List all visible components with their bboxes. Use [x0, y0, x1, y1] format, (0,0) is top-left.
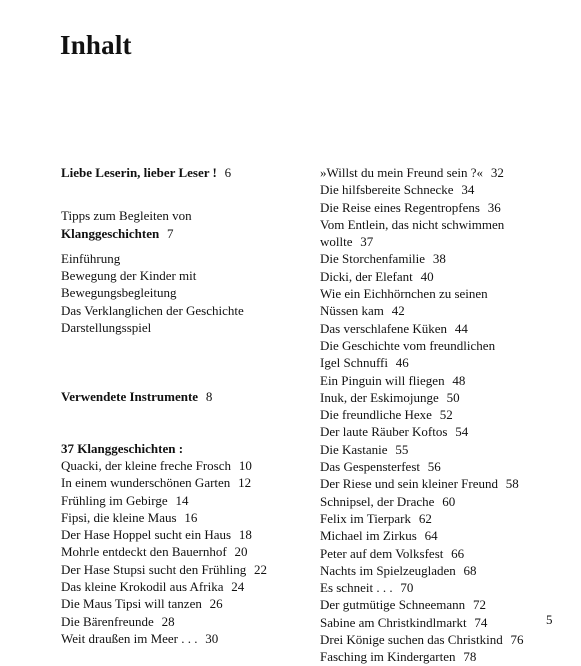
toc-entry [61, 578, 301, 595]
toc-entry [320, 372, 565, 389]
toc-entry-title: Die Maus Tipsi will tanzen [61, 596, 202, 612]
toc-entry-page: 66 [451, 545, 465, 561]
toc-entry-page: 14 [175, 492, 189, 508]
toc-entry-title: Der Hase Hoppel sucht ein Haus [61, 527, 232, 543]
toc-entry [320, 320, 565, 337]
toc-entry-tips [61, 225, 301, 242]
toc-entry [61, 595, 301, 612]
toc-entry-page: 56 [427, 459, 441, 475]
toc-entry-title: Sabine am Christkindlmarkt [320, 614, 467, 630]
toc-entry-title: Weit draußen im Meer . . . [61, 630, 198, 646]
toc-entry-page: 28 [161, 613, 175, 629]
toc-entry [320, 233, 565, 250]
toc-entry [320, 545, 565, 562]
toc-entry-title: Der laute Räuber Koftos [320, 424, 448, 440]
page-number: 5 [546, 612, 553, 627]
toc-entry [320, 631, 565, 648]
toc-entry [61, 543, 301, 560]
toc-entry-title: »Willst du mein Freund sein ?« [320, 165, 484, 180]
toc-right-column [320, 164, 565, 666]
toc-entry [320, 648, 565, 665]
toc-entry-title: Die Bärenfreunde [61, 613, 154, 629]
toc-entry-page: 52 [439, 407, 453, 423]
toc-subitem: Einführung [61, 250, 121, 266]
toc-entry-page: 60 [442, 493, 456, 509]
toc-entry [320, 493, 565, 510]
toc-entry-title: Der gutmütige Schneemann [320, 597, 466, 613]
toc-stories-heading: 37 Klanggeschichten : [61, 440, 184, 456]
page-title: Inhalt [60, 30, 132, 60]
toc-entry-title: Inuk, der Eskimojunge [320, 389, 439, 405]
toc-entry-title: Vom Entlein, das nicht schwimmen [320, 216, 505, 232]
toc-entry-page: 10 [238, 457, 252, 473]
toc-entry-page: 74 [474, 614, 488, 630]
toc-entry-page: 42 [391, 303, 405, 319]
toc-entry-title: Nachts im Spielzeugladen [320, 562, 456, 578]
toc-entry-page: 62 [418, 510, 432, 526]
toc-entry [61, 613, 301, 630]
toc-entry-title: Frühling im Gebirge [61, 492, 168, 508]
toc-entry [320, 423, 565, 440]
toc-entry-page: 18 [238, 527, 252, 543]
toc-entry [320, 475, 565, 492]
toc-entry-page: 78 [463, 649, 477, 665]
toc-subitem: Bewegungsbegleitung [61, 285, 177, 301]
toc-entry [320, 389, 565, 406]
toc-entry-title: Felix im Tierpark [320, 510, 412, 526]
toc-entry-page: 54 [455, 424, 469, 440]
toc-entry-page: 26 [209, 596, 223, 612]
toc-tips-subitems [61, 250, 301, 336]
toc-subitem: Das Verklanglichen der Geschichte [61, 302, 244, 318]
toc-stories-list [61, 457, 301, 647]
toc-entry-page: 30 [205, 630, 219, 646]
toc-entry [320, 302, 565, 319]
toc-entry [61, 561, 301, 578]
toc-entry-page: 12 [238, 475, 252, 491]
toc-entry [320, 596, 565, 613]
toc-entry [320, 406, 565, 423]
toc-entry [61, 457, 301, 474]
toc-entry-title: Michael im Zirkus [320, 528, 417, 544]
toc-entry-page: 22 [254, 561, 268, 577]
toc-tips-line1: Tipps zum Begleiten von [61, 208, 192, 224]
toc-entry-title: Klanggeschichten [61, 225, 160, 241]
toc-entry-title: Das kleine Krokodil aus Afrika [61, 579, 224, 595]
toc-entry [61, 474, 301, 491]
toc-entry-page: 20 [234, 544, 248, 560]
toc-entry-title: Drei Könige suchen das Christkind [320, 632, 503, 648]
toc-entry [320, 614, 565, 631]
toc-entry-page: 6 [224, 165, 232, 180]
toc-entry-title: Peter auf dem Volksfest [320, 545, 444, 561]
toc-entry-title: In einem wunderschönen Garten [61, 475, 231, 491]
toc-entry-title: Ein Pinguin will fliegen [320, 372, 445, 388]
toc-entry-title: Quacki, der kleine freche Frosch [61, 457, 232, 473]
toc-entry-title: Fipsi, die kleine Maus [61, 509, 177, 525]
toc-entry-page: 34 [461, 182, 475, 198]
toc-left-column [61, 164, 301, 647]
toc-entry-title: Der Hase Stupsi sucht den Frühling [61, 561, 247, 577]
toc-entry-title: Der Riese und sein kleiner Freund [320, 476, 498, 492]
toc-entry [320, 458, 565, 475]
toc-entry-page: 7 [167, 225, 174, 241]
toc-entry [61, 509, 301, 526]
toc-entry [320, 527, 565, 544]
toc-entry [320, 199, 565, 216]
toc-entry-page: 46 [395, 355, 409, 371]
toc-entry-page: 76 [510, 632, 524, 648]
toc-entry-page: 40 [420, 268, 434, 284]
toc-entry [320, 285, 565, 302]
toc-entry-page: 68 [463, 562, 477, 578]
toc-entry [61, 630, 301, 647]
toc-entry-title: Die Reise eines Regentropfens [320, 199, 480, 215]
toc-entry-title: Verwendete Instrumente [61, 389, 199, 405]
toc-entry-title: Schnipsel, der Drache [320, 493, 435, 509]
toc-entry-intro [61, 164, 301, 181]
toc-entry-page: 64 [424, 528, 438, 544]
toc-entry-page: 8 [205, 389, 213, 405]
toc-subitem: Bewegung der Kinder mit [61, 268, 197, 284]
toc-entry-title: Nüssen kam [320, 303, 384, 319]
toc-entry [320, 579, 565, 596]
toc-entry-title: Dicki, der Elefant [320, 268, 413, 284]
toc-entry-title: Die Storchenfamilie [320, 251, 426, 267]
toc-entry-title: Das verschlafene Küken [320, 320, 448, 336]
toc-entry-page: 16 [184, 509, 198, 525]
toc-entry [320, 441, 565, 458]
toc-entry-page: 50 [446, 389, 460, 405]
toc-entry [320, 181, 565, 198]
toc-entry-title: Die hilfsbereite Schnecke [320, 182, 454, 198]
toc-entry-page: 44 [454, 320, 468, 336]
toc-entry-title: Die Geschichte vom freundlichen [320, 337, 496, 353]
toc-entry-title: Wie ein Eichhörnchen zu seinen [320, 286, 488, 302]
toc-entry-page: 36 [487, 199, 501, 215]
toc-entry [320, 354, 565, 371]
toc-entry-page: 72 [472, 597, 486, 613]
toc-entry-title: Fasching im Kindergarten [320, 649, 456, 665]
toc-entry-page: 48 [452, 372, 466, 388]
toc-entry [320, 164, 565, 181]
toc-entry-title: wollte [320, 234, 353, 250]
toc-entry [61, 492, 301, 509]
toc-entry-page: 38 [432, 251, 446, 267]
toc-entry-title: Liebe Leserin, lieber Leser ! [61, 165, 217, 180]
toc-entry-instruments [61, 388, 301, 405]
toc-entry-title: Es schneit . . . [320, 580, 393, 596]
toc-entry-page: 32 [490, 165, 504, 180]
toc-entry-title: Die Kastanie [320, 441, 388, 457]
toc-entry [320, 268, 565, 285]
toc-subitem: Darstellungsspiel [61, 320, 152, 336]
toc-entry-page: 24 [231, 579, 245, 595]
toc-entry [320, 216, 565, 233]
toc-entry-title: Das Gespensterfest [320, 459, 420, 475]
toc-entry-title: Mohrle entdeckt den Bauernhof [61, 544, 227, 560]
toc-entry [320, 337, 565, 354]
toc-entry [320, 562, 565, 579]
toc-entry [320, 510, 565, 527]
toc-entry-page: 37 [360, 234, 374, 250]
toc-entry-page: 55 [395, 441, 409, 457]
toc-entry [61, 526, 301, 543]
toc-entry-page: 58 [505, 476, 519, 492]
toc-entry [320, 250, 565, 267]
toc-entry-title: Igel Schnuffi [320, 355, 388, 371]
toc-entry-page: 70 [400, 580, 414, 596]
toc-entry-title: Die freundliche Hexe [320, 407, 432, 423]
